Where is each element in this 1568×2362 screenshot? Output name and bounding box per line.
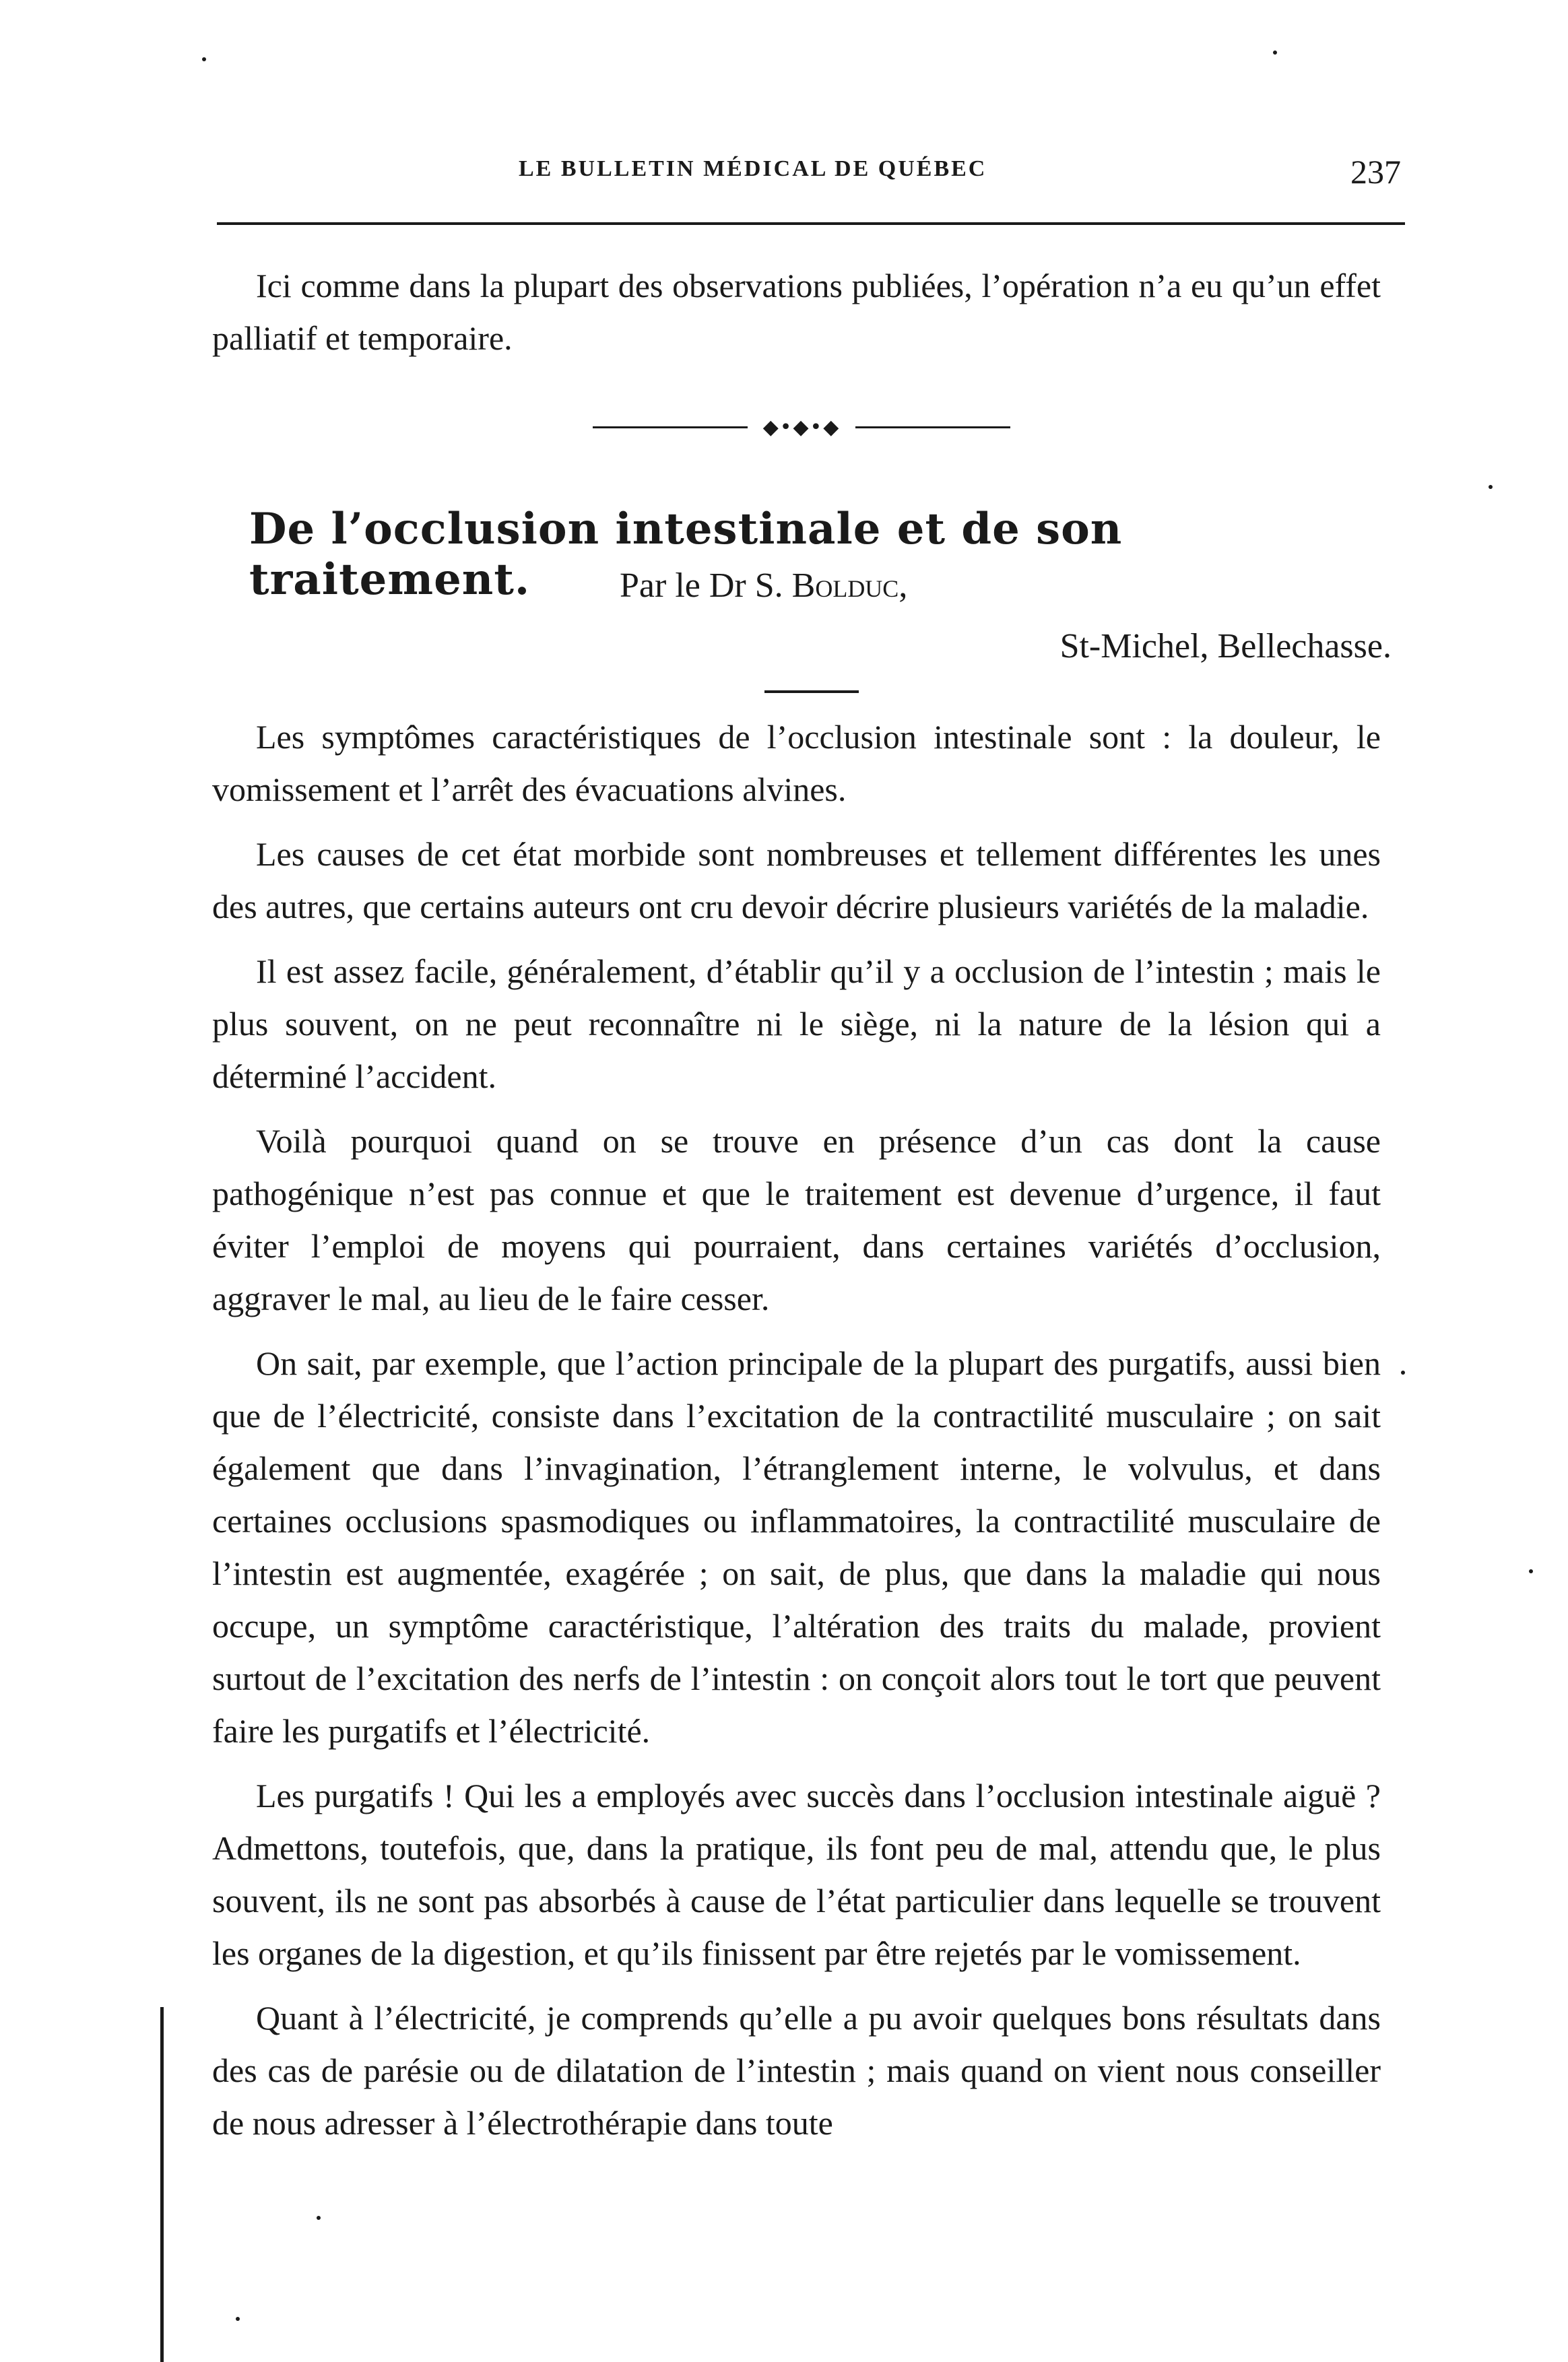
body-paragraph: On sait, par exemple, que l’action principale de la plupart des purgatifs, aussi bien que de l’électricité, consiste dans l’excitation de la contractilité musculaire ; on sait également que dans l’invagination, l’étranglement interne, le volvulus, et dans certaines occlusions spasmodiques ou inflammatoires, la contractilité musculaire de l’intestin est augmentée, exagérée ; on sait, de plus, que dans la maladie qui nous occupe, un symptôme caractéristique, l’altération des traits du malade, provient surtout de l’excitation des nerfs de l’intestin : on conçoit alors tout le tort que peuvent faire les purgatifs et l’électricité. <box>212 1344 1381 1750</box>
scan-speck <box>236 2317 240 2321</box>
body-paragraph: Voilà pourquoi quand on se trouve en présence d’un cas dont la cause pathogénique n’est pas connue et que le traitement est devenue d’urgence, il faut éviter l’emploi de moyens qui pourraient, dans certaines variétés d’occlusion, aggraver le mal, au lieu de le faire cesser. <box>212 1122 1381 1317</box>
author-location: St-Michel, Bellechasse. <box>1059 627 1392 665</box>
scan-speck <box>1529 1569 1533 1573</box>
scan-speck <box>1273 51 1277 55</box>
body-paragraph: Quant à l’électricité, je comprends qu’elle a pu avoir quelques bons résultats dans des cas de parésie ou de dilatation de l’intestin ; mais quand on vient nous conseiller de nous adresser à l’électrothérapie dans toute <box>212 1999 1381 2142</box>
article-title: De l’occlusion intestinale et de son traitement. <box>249 504 1123 605</box>
running-header <box>216 153 1401 197</box>
byline-prefix: Par le Dr S. <box>620 566 783 605</box>
running-title: LE BULLETIN MÉDICAL DE QUÉBEC <box>519 156 987 181</box>
ornament-glyph: ◆•◆•◆ <box>762 416 841 439</box>
ornament-line-left <box>593 426 748 428</box>
body-paragraph: Les causes de cet état morbide sont nombreuses et tellement différentes les unes des autres, que certains auteurs ont cru devoir décrire plusieurs variétés de la maladie. <box>212 835 1381 925</box>
ornament-line-right <box>855 426 1010 428</box>
byline <box>620 566 907 605</box>
section-rule <box>764 690 859 693</box>
scan-speck <box>317 2216 321 2220</box>
gutter-shadow <box>160 2007 164 2362</box>
author-name: Bolduc, <box>791 566 908 605</box>
intro-block <box>212 259 1381 364</box>
scan-speck <box>1489 485 1493 489</box>
page-number: 237 <box>1350 153 1401 191</box>
header-rule <box>217 222 1405 225</box>
body-paragraph: Les symptômes caractéristiques de l’occlusion intestinale sont : la douleur, le vomissement et l’arrêt des évacuations alvines. <box>212 718 1381 808</box>
body-paragraph: Il est assez facile, généralement, d’établir qu’il y a occlusion de l’intestin ; mais le plus souvent, on ne peut reconnaître ni le siège, ni la nature de la lésion qui a déterminé l’accident. <box>212 952 1381 1095</box>
scan-speck <box>202 57 206 61</box>
ornamental-divider <box>593 418 1010 438</box>
article-body <box>212 711 1381 2149</box>
scan-speck <box>1401 1371 1405 1375</box>
body-paragraph: Les purgatifs ! Qui les a employés avec succès dans l’occlusion intestinale aiguë ? Admettons, toutefois, que, dans la pratique, ils font peu de mal, attendu que, le plus souvent, ils ne sont pas absorbés à cause de l’état particulier dans lequelle se trouvent les organes de la digestion, et qu’ils finissent par être rejetés par le vomissement. <box>212 1777 1381 1972</box>
intro-paragraph: Ici comme dans la plupart des observations publiées, l’opération n’a eu qu’un effet palliatif et temporaire. <box>212 267 1381 357</box>
